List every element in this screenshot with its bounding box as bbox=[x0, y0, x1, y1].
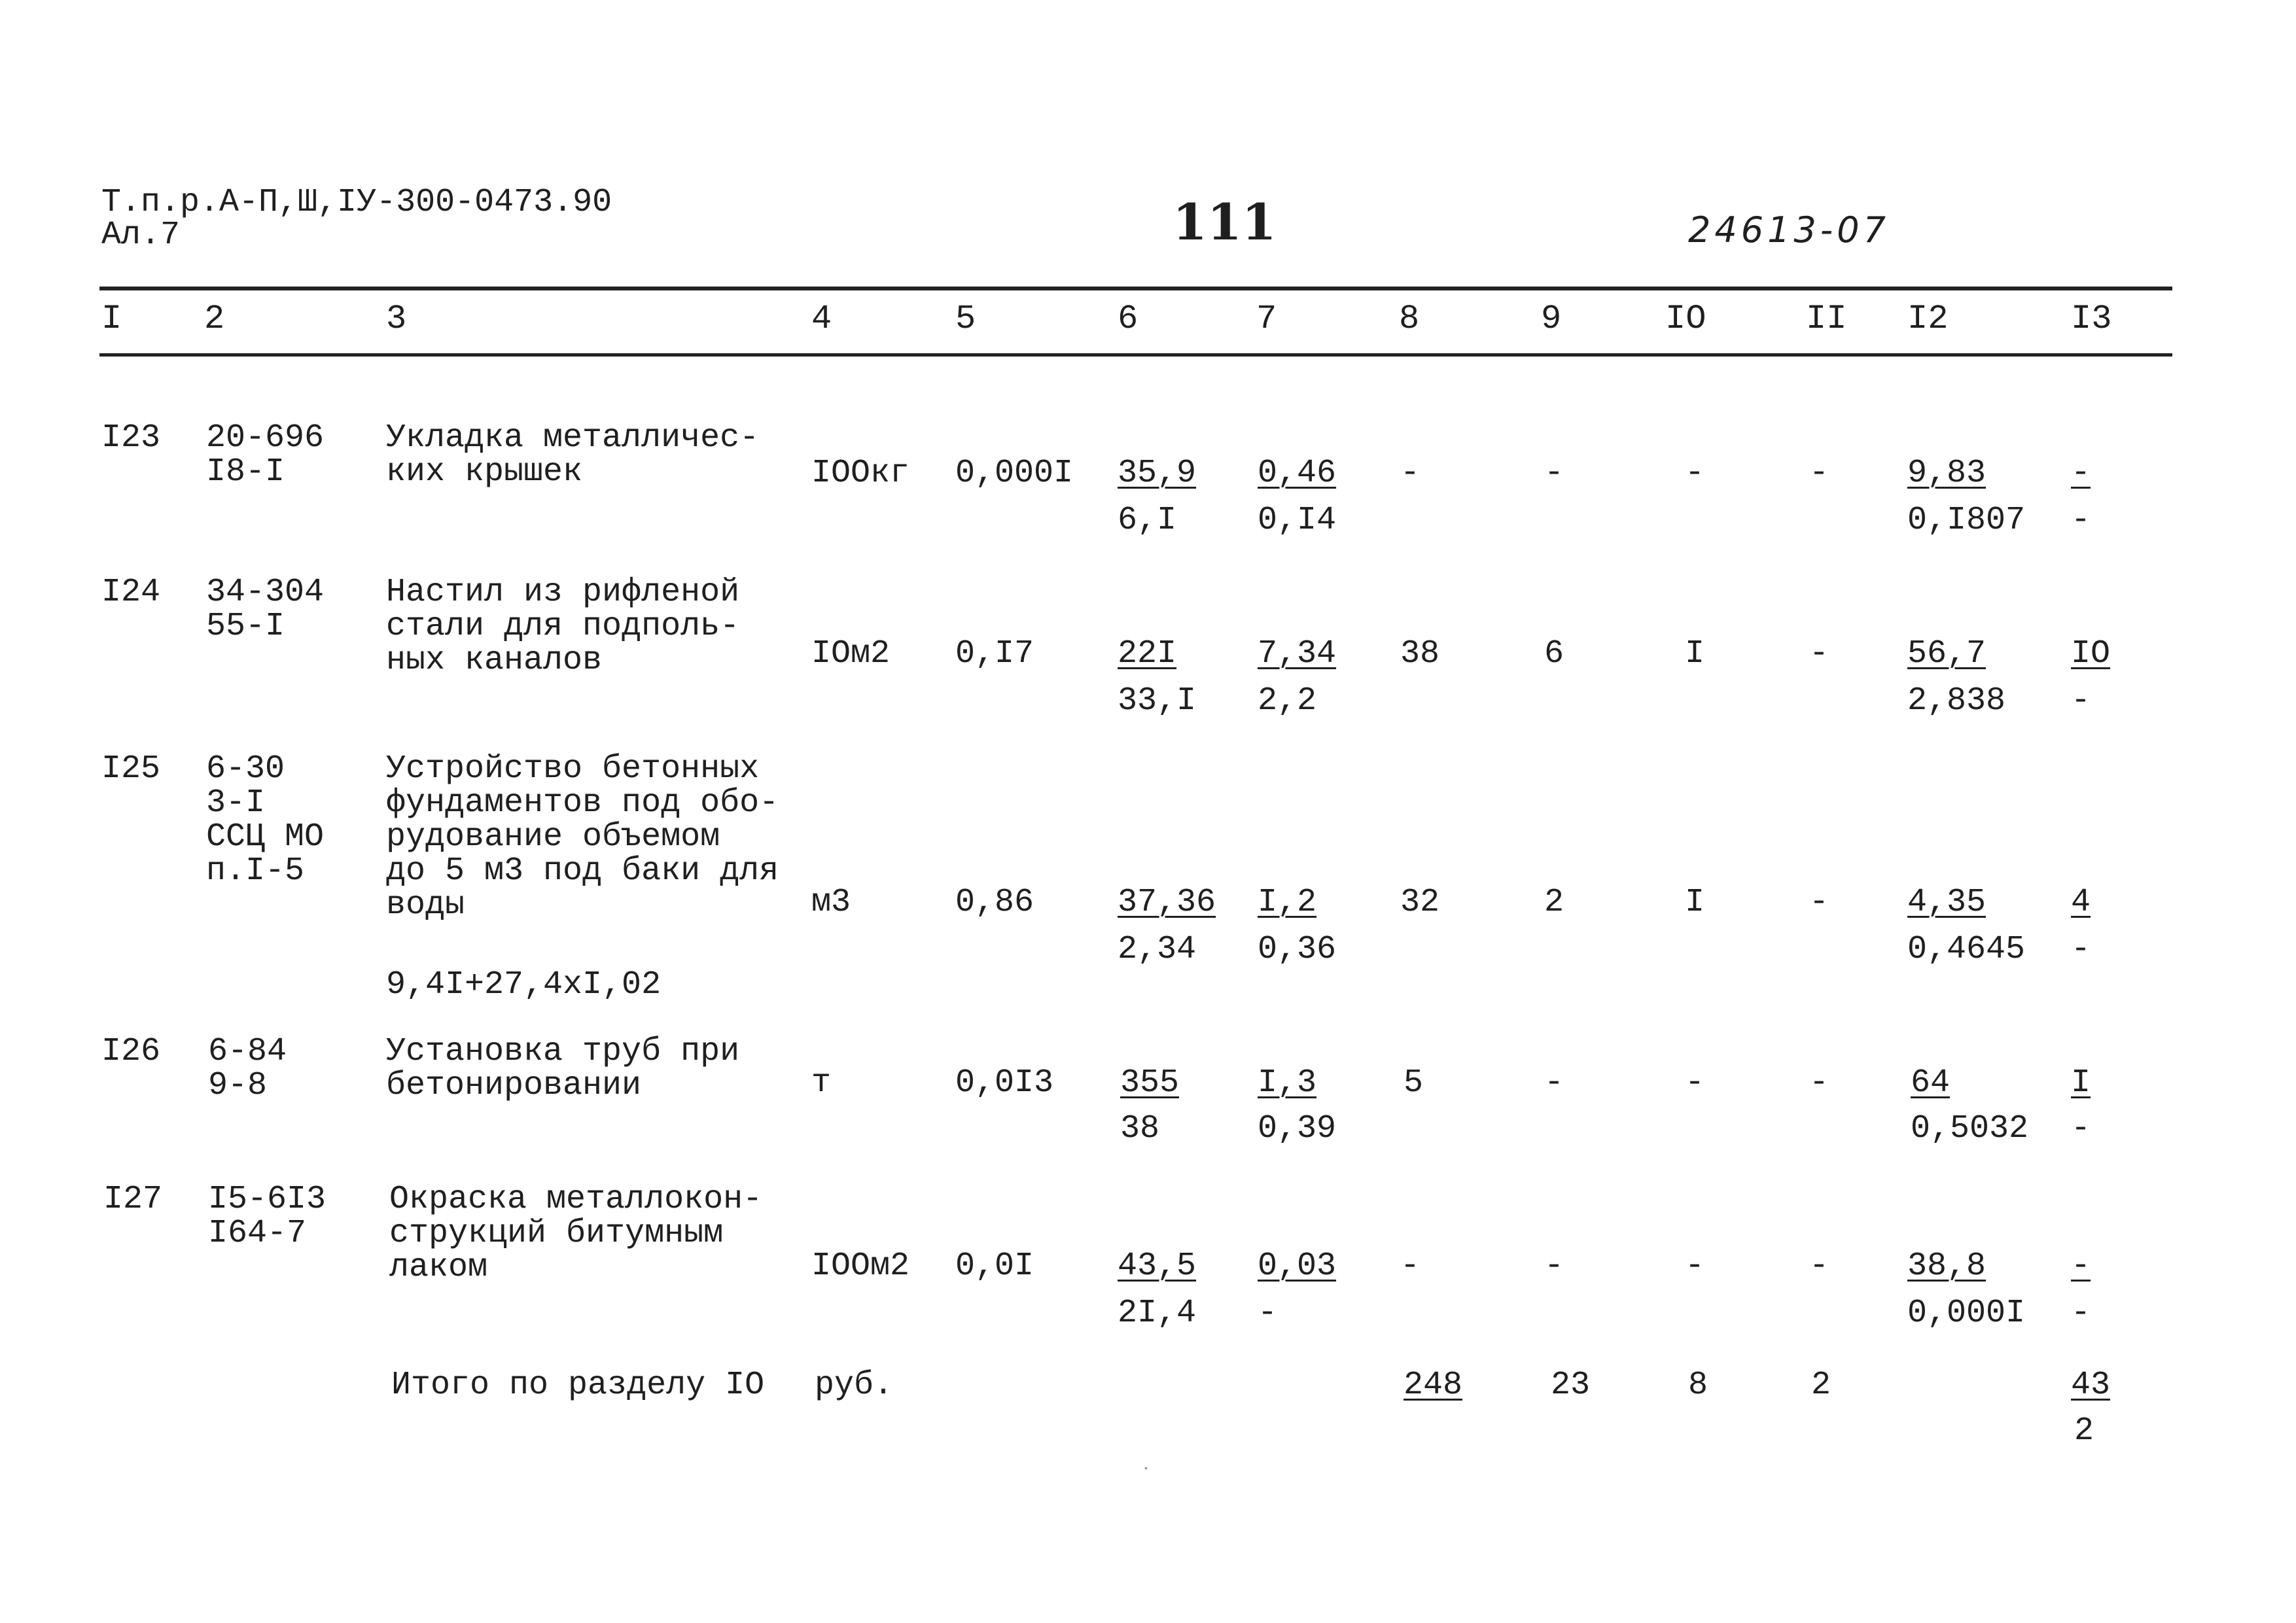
row-code: I5-6I3 I64-7 bbox=[208, 1181, 327, 1252]
row-number: I26 bbox=[101, 1033, 161, 1070]
total-col9: 23 bbox=[1551, 1367, 1591, 1404]
col6-bottom: 6,I bbox=[1118, 502, 1177, 539]
col7-top: 0,46 bbox=[1258, 455, 1337, 492]
col8: - bbox=[1400, 1248, 1421, 1285]
row-qty: 0,0I bbox=[955, 1248, 1034, 1285]
col13-bottom: - bbox=[2071, 682, 2091, 720]
col11: - bbox=[1809, 884, 1829, 921]
row-number: I27 bbox=[103, 1181, 163, 1218]
col-header-11: II bbox=[1806, 300, 1847, 338]
col12-top: 4,35 bbox=[1907, 884, 1987, 921]
document-code: Т.п.р.А-П,Ш,IУ-300-0473.90 bbox=[101, 184, 612, 221]
col-header-3: 3 bbox=[386, 300, 407, 338]
row-name: Укладка металличес- ких крышек bbox=[386, 419, 760, 491]
col6-top: 37,36 bbox=[1118, 884, 1216, 921]
col7-top: I,3 bbox=[1258, 1064, 1317, 1102]
col10: I bbox=[1685, 635, 1705, 672]
col7-top: 0,03 bbox=[1258, 1248, 1337, 1285]
col8: 32 bbox=[1400, 884, 1440, 921]
row-name: Установка труб при бетонировании bbox=[386, 1033, 740, 1104]
col-header-10: IO bbox=[1665, 300, 1706, 338]
row-code: 6-30 3-I ССЦ МО п.I-5 bbox=[206, 750, 325, 890]
col7-bottom: 0,39 bbox=[1258, 1110, 1337, 1147]
col13-top: I bbox=[2071, 1064, 2091, 1102]
col8: 38 bbox=[1400, 635, 1440, 672]
col7-bottom: 2,2 bbox=[1258, 682, 1317, 720]
total-col10: 8 bbox=[1688, 1367, 1708, 1404]
col13-top: IO bbox=[2071, 635, 2111, 672]
total-col11: 2 bbox=[1811, 1367, 1831, 1404]
row-unit: IOOкг bbox=[811, 455, 910, 492]
col6-bottom: 33,I bbox=[1118, 682, 1197, 720]
row-code: 34-304 55-I bbox=[206, 574, 325, 645]
row-number: I24 bbox=[101, 574, 161, 611]
handwritten-stamp: 24613-07 bbox=[1688, 209, 1890, 251]
row-unit: IOOм2 bbox=[811, 1248, 910, 1285]
row-qty: 0,0I3 bbox=[955, 1064, 1054, 1102]
col12-top: 64 bbox=[1911, 1064, 1951, 1102]
col-header-4: 4 bbox=[811, 300, 832, 338]
row-qty: 0,I7 bbox=[955, 635, 1034, 672]
col11: - bbox=[1809, 1248, 1829, 1285]
scan-speck bbox=[1145, 1467, 1147, 1469]
album-label: Ал.7 bbox=[101, 217, 181, 254]
row-name: Окраска металлокон- струкций битумным лаком bbox=[389, 1181, 763, 1286]
row-code: 20-696 I8-I bbox=[206, 419, 325, 491]
header-top-rule bbox=[99, 287, 2172, 290]
col-header-12: I2 bbox=[1907, 300, 1949, 338]
col9: 6 bbox=[1544, 635, 1564, 672]
col13-bottom: - bbox=[2071, 1110, 2091, 1147]
col13-bottom: - bbox=[2071, 1295, 2091, 1332]
row-number: I25 bbox=[101, 750, 161, 788]
row-unit: IOм2 bbox=[811, 635, 891, 672]
row-name: Настил из рифленой стали для подполь- ных каналов bbox=[386, 574, 740, 679]
total-col8: 248 bbox=[1404, 1367, 1463, 1404]
col-header-1: I bbox=[101, 300, 122, 338]
col13-bottom: - bbox=[2071, 931, 2091, 968]
row-code: 6-84 9-8 bbox=[208, 1033, 287, 1104]
col12-top: 56,7 bbox=[1907, 635, 1987, 672]
col6-bottom: 2I,4 bbox=[1118, 1295, 1197, 1332]
col7-top: I,2 bbox=[1258, 884, 1317, 921]
col6-top: 22I bbox=[1118, 635, 1177, 672]
col13-top: 4 bbox=[2071, 884, 2091, 921]
total-col13-bottom: 2 bbox=[2074, 1412, 2094, 1450]
col9: 2 bbox=[1544, 884, 1564, 921]
col-header-9: 9 bbox=[1541, 300, 1562, 338]
col11: - bbox=[1809, 1064, 1829, 1102]
header-bottom-rule bbox=[99, 353, 2172, 357]
col9: - bbox=[1544, 1064, 1564, 1102]
col12-top: 38,8 bbox=[1907, 1248, 1987, 1285]
col8: - bbox=[1400, 455, 1421, 492]
col9: - bbox=[1544, 1248, 1564, 1285]
col-header-2: 2 bbox=[204, 300, 225, 338]
col10: I bbox=[1685, 884, 1705, 921]
col-header-8: 8 bbox=[1399, 300, 1420, 338]
col11: - bbox=[1809, 455, 1829, 492]
col10: - bbox=[1685, 1248, 1705, 1285]
col12-bottom: 2,838 bbox=[1907, 682, 2006, 720]
col13-top: - bbox=[2071, 1248, 2091, 1285]
col-header-6: 6 bbox=[1118, 300, 1139, 338]
row-unit: м3 bbox=[811, 884, 851, 921]
col7-bottom: - bbox=[1258, 1295, 1278, 1332]
col6-top: 35,9 bbox=[1118, 455, 1197, 492]
col-header-7: 7 bbox=[1256, 300, 1277, 338]
col7-bottom: 0,I4 bbox=[1258, 502, 1337, 539]
col-header-13: I3 bbox=[2071, 300, 2112, 338]
col6-top: 43,5 bbox=[1118, 1248, 1197, 1285]
page-number: 111 bbox=[1173, 193, 1277, 251]
col9: - bbox=[1544, 455, 1564, 492]
col12-bottom: 0,000I bbox=[1907, 1295, 2026, 1332]
col7-top: 7,34 bbox=[1258, 635, 1337, 672]
col8: 5 bbox=[1404, 1064, 1424, 1102]
row-qty: 0,000I bbox=[955, 455, 1074, 492]
col11: - bbox=[1809, 635, 1829, 672]
total-col13-top: 43 bbox=[2071, 1367, 2111, 1404]
row-unit: т bbox=[811, 1064, 832, 1102]
row-qty: 0,86 bbox=[955, 884, 1034, 921]
col6-bottom: 38 bbox=[1120, 1110, 1160, 1147]
col12-bottom: 0,5032 bbox=[1911, 1110, 2029, 1147]
col13-top: - bbox=[2071, 455, 2091, 492]
col10: - bbox=[1685, 455, 1705, 492]
row-number: I23 bbox=[101, 419, 161, 457]
col7-bottom: 0,36 bbox=[1258, 931, 1337, 968]
col12-bottom: 0,4645 bbox=[1907, 931, 2026, 968]
col12-top: 9,83 bbox=[1907, 455, 1987, 492]
row-name: Устройство бетонных фундаментов под обо- рудование объемом до 5 м3 под баки для воды bbox=[386, 750, 779, 924]
col12-bottom: 0,I807 bbox=[1907, 502, 2026, 539]
total-label: Итого по разделу IO bbox=[391, 1367, 765, 1404]
col10: - bbox=[1685, 1064, 1705, 1102]
col13-bottom: - bbox=[2071, 502, 2091, 539]
row-formula: 9,4I+27,4xI,02 bbox=[386, 966, 662, 1003]
col6-bottom: 2,34 bbox=[1118, 931, 1197, 968]
col6-top: 355 bbox=[1120, 1064, 1180, 1102]
col-header-5: 5 bbox=[955, 300, 976, 338]
total-unit: руб. bbox=[815, 1367, 894, 1404]
